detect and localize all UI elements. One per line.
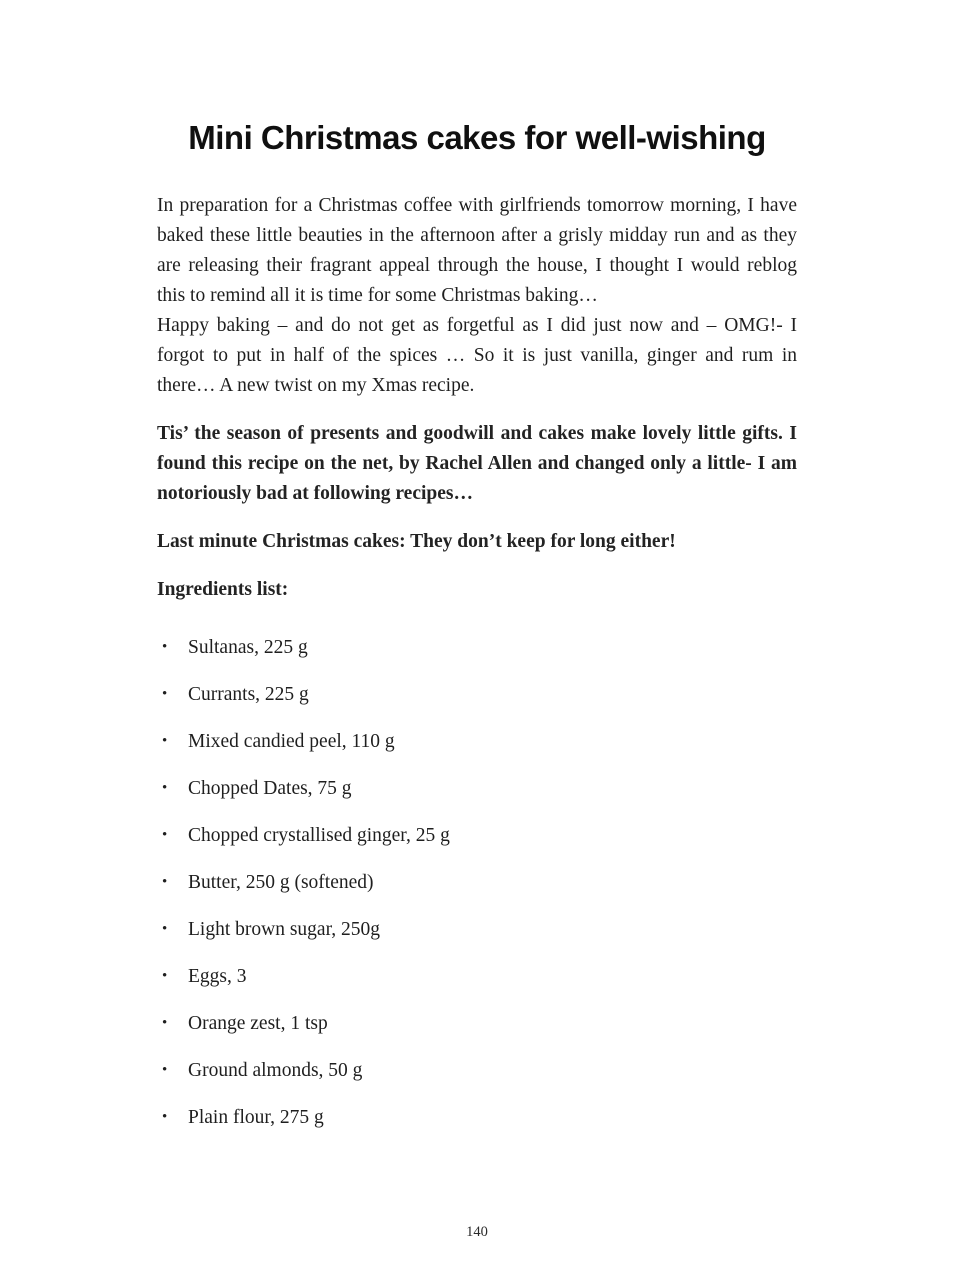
ingredient-text: Butter, 250 g (softened) [188,871,374,893]
bullet-icon [162,678,167,709]
ingredient-text: Chopped Dates, 75 g [188,777,352,799]
bullet-icon [162,631,167,662]
ingredient-text: Chopped crystallised ginger, 25 g [188,824,450,846]
list-item [157,1056,797,1086]
ingredient-text: Orange zest, 1 tsp [188,1012,328,1034]
bullet-icon [162,1101,167,1132]
ingredient-text: Light brown sugar, 250g [188,918,381,940]
bullet-icon [162,819,167,850]
bullet-icon [162,725,167,756]
intro-paragraph-2: Happy baking – and do not get as forgetful as I did just now and – OMG!- I forgot to put in half of the spices … So it is just vanilla, ginger and rum in there… A new twist on my Xmas recipe. [157,314,797,396]
bullet-icon [162,960,167,991]
list-item [157,633,797,663]
list-item [157,1009,797,1039]
ingredients-list [157,633,797,1133]
ingredient-text: Currants, 225 g [188,683,309,705]
ingredient-text: Mixed candied peel, 110 g [188,730,395,752]
bullet-icon [162,1054,167,1085]
intro-paragraph-1: In preparation for a Christmas coffee with girlfriends tomorrow morning, I have baked these little beauties in the afternoon after a grisly midday run and as they are releasing their fragrant appeal through the house, I thought I would reblog this to remind all it is time for some Christmas baking… [157,194,797,306]
bullet-icon [162,913,167,944]
list-item [157,962,797,992]
ingredient-text: Sultanas, 225 g [188,636,308,658]
list-item [157,821,797,851]
list-item [157,868,797,898]
list-item [157,680,797,710]
page-content [157,118,797,1150]
list-item [157,727,797,757]
ingredient-text: Plain flour, 275 g [188,1106,324,1128]
bullet-icon [162,772,167,803]
season-note-paragraph: Tis’ the season of presents and goodwill and cakes make lovely little gifts. I found this recipe on the net, by Rachel Allen and changed only a little- I am notoriously bad at following recipes… [157,422,797,504]
ingredient-text: Eggs, 3 [188,965,247,987]
ingredients-heading: Ingredients list: [157,578,289,600]
tagline: Last minute Christmas cakes: They don’t keep for long either! [157,530,676,552]
list-item [157,1103,797,1133]
list-item [157,774,797,804]
bullet-icon [162,1007,167,1038]
page-number: 140 [466,1224,488,1240]
page-title: Mini Christmas cakes for well-wishing [188,119,766,156]
ingredient-text: Ground almonds, 50 g [188,1059,363,1081]
bullet-icon [162,866,167,897]
list-item [157,915,797,945]
